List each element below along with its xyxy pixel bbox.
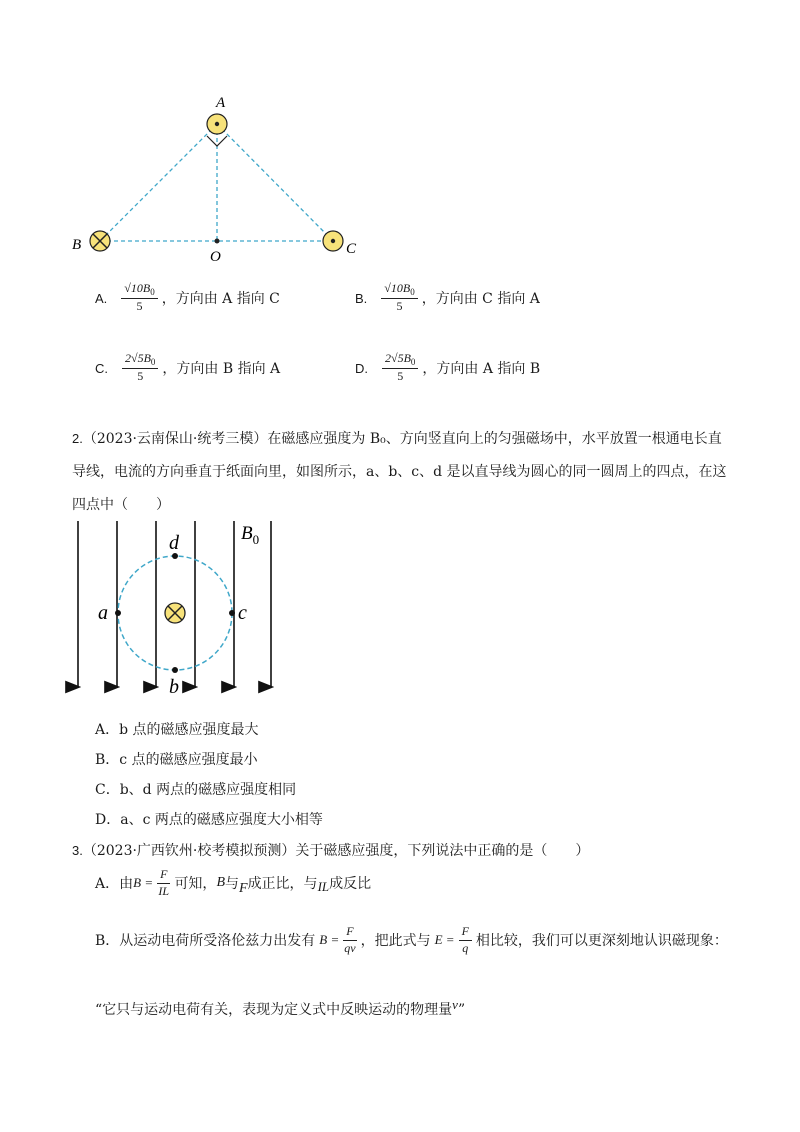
q3-quote: “它只与运动电荷有关，表现为定义式中反映运动的物理量v” <box>95 997 466 1018</box>
label-C: C <box>346 241 357 257</box>
label-B0: $B_0$ <box>241 523 260 547</box>
label-a: a <box>98 602 108 624</box>
q1-option-c[interactable]: C. $\frac{2√5B_0}{5}$ ，方向由 B 指向 A <box>95 351 281 384</box>
point-b <box>172 667 178 673</box>
q2-option-b[interactable]: B．c 点的磁感应强度最小 <box>95 752 258 768</box>
q2-option-a[interactable]: A．b 点的磁感应强度最大 <box>95 722 259 738</box>
point-c <box>229 610 235 616</box>
label-B: B <box>72 237 82 253</box>
q2-option-d[interactable]: D．a、c 两点的磁感应强度大小相等 <box>95 812 323 828</box>
wire-A-out-icon <box>207 114 227 134</box>
label-O: O <box>210 249 221 265</box>
q2-option-c[interactable]: C．b、d 两点的磁感应强度相同 <box>95 782 297 798</box>
line-AB <box>100 124 217 241</box>
q1-option-b[interactable]: B. $\frac{√10B_0}{5}$ ，方向由 C 指向 A <box>355 281 540 314</box>
label-A: A <box>216 95 226 111</box>
q1-option-a[interactable]: A. $\frac{√10B_0}{5}$ ，方向由 A 指向 C <box>95 281 280 314</box>
wire-C-out-icon <box>323 231 343 251</box>
wire-B-in-icon <box>90 231 110 251</box>
point-O <box>215 239 220 244</box>
figure-field <box>60 515 310 700</box>
label-b: b <box>169 676 179 698</box>
figure-triangle <box>60 90 380 270</box>
point-a <box>115 610 121 616</box>
q3-stem: 3.（2023·广西钦州·校考模拟预测）关于磁感应强度，下列说法中正确的是（ ） <box>72 843 590 859</box>
q3-option-a[interactable]: A．由 B = $\frac{F}{IL}$ 可知， B 与 F 成正比，与 IL 成反比 <box>95 867 372 898</box>
label-d: d <box>169 532 179 554</box>
q3-option-b[interactable]: B．从运动电荷所受洛伦兹力出发有 B = $\frac{F}{qv}$ ，把此式与 E = $\frac{F}{q}$ 相比较，我们可以更深刻地认识磁现象： <box>95 924 728 955</box>
q1-option-d[interactable]: D. $\frac{2√5B_0}{5}$ ，方向由 A 指向 B <box>355 351 541 384</box>
line-AC <box>217 124 333 241</box>
label-c: c <box>238 602 247 624</box>
q2-stem: 2.（2023·云南保山·统考三模）在磁感应强度为 B₀、方向竖直向上的匀强磁场中，水平放置一根通电长直 导线，电流的方向垂直于纸面向里，如图所示，a、b、c、d 是以直导线为圆心的同一圆周上的四点，在这 四点中（ ） <box>72 431 727 513</box>
wire-in-icon <box>165 603 185 623</box>
